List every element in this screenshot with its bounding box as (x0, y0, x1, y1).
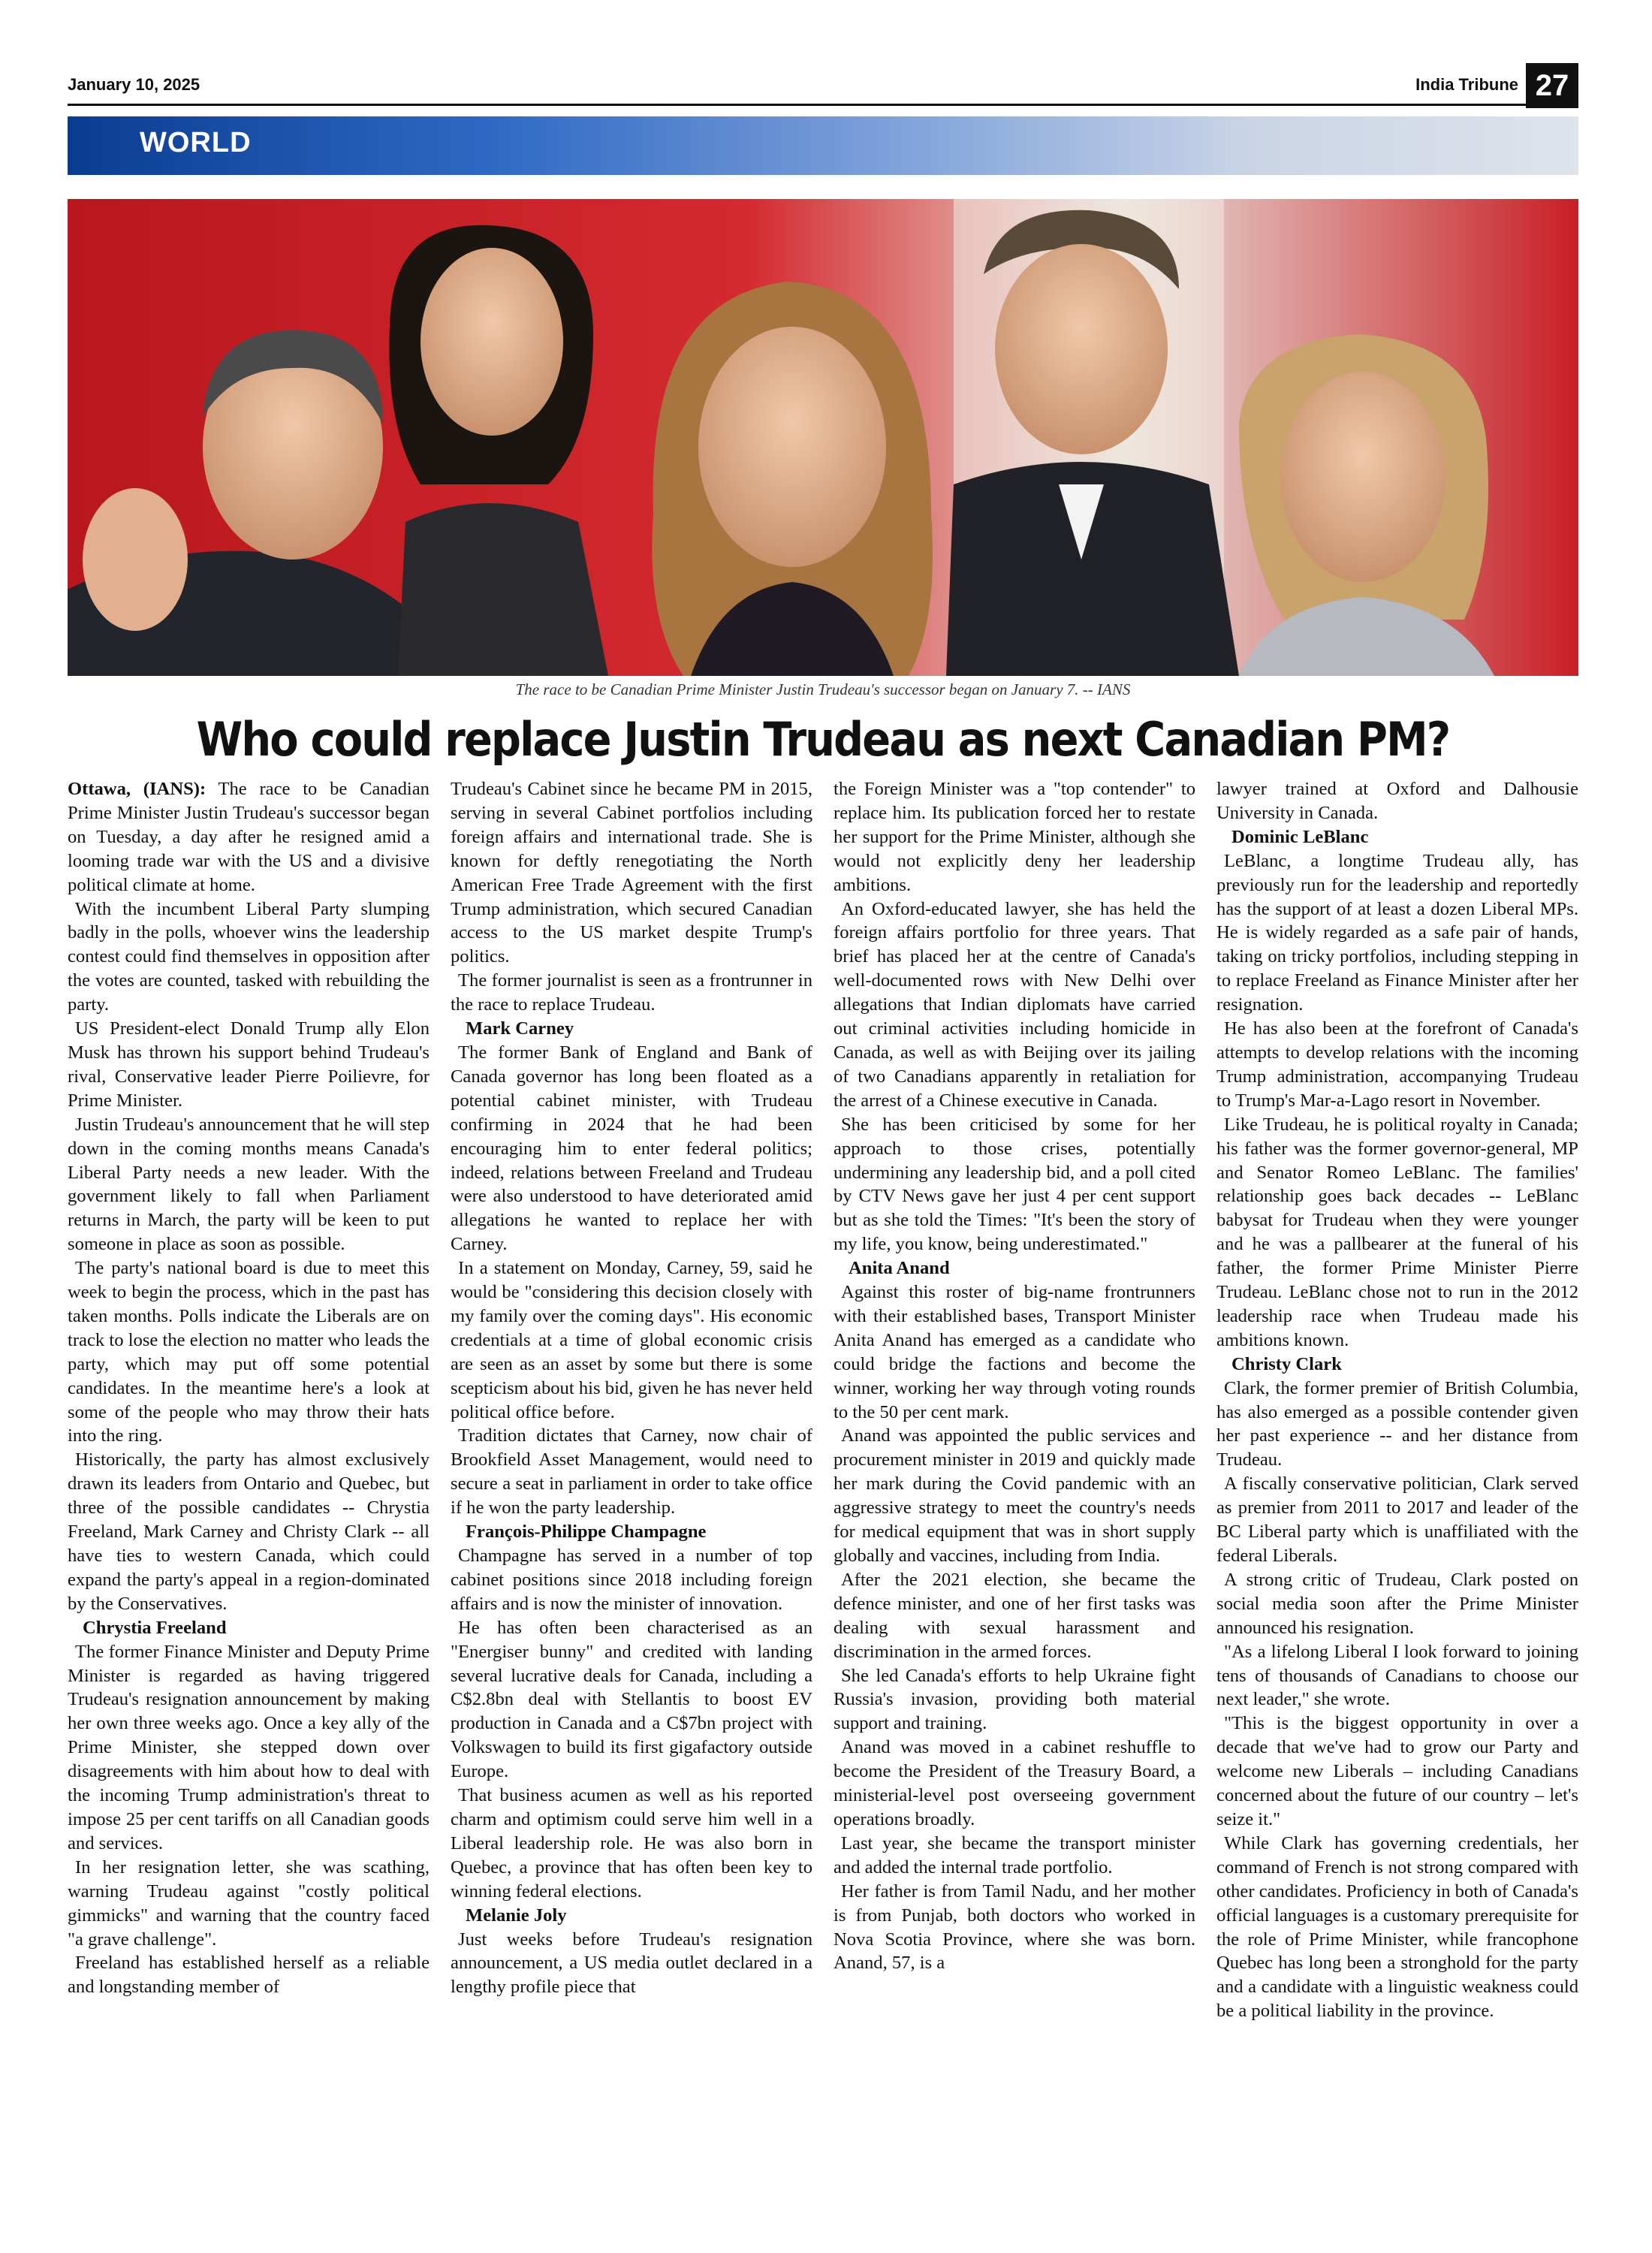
paragraph: Just weeks before Trudeau's resignation announcement, a US media outlet declared in a lengthy profile piece that (451, 1929, 812, 1998)
article-column-1 (68, 777, 430, 2227)
photo-caption: The race to be Canadian Prime Minister Justin Trudeau's successor began on January 7. -- IANS (515, 680, 1131, 698)
article-column-4 (1216, 777, 1578, 2227)
paragraph: Freeland has established herself as a reliable and longstanding member of (68, 1953, 430, 1998)
paragraph: With the incumbent Liberal Party slumping badly in the polls, whoever wins the leadership contest could find themselves in opposition after the votes are counted, tasked with rebuilding the party. (68, 898, 430, 1015)
paragraph: He has often been characterised as an "Energiser bunny" and credited with landing several lucrative deals for Canada, including a C$2.8bn deal with Stellantis to boost EV production in Canada and a C$7bn project with Volkswagen to build its first gigafactory outside Europe. (451, 1617, 812, 1782)
paragraph: "This is the biggest opportunity in over a decade that we've had to grow our Party and welcome new Liberals – including Canadians concerned about the future of our country – let's seize it." (1216, 1713, 1578, 1829)
paragraph-text: The race to be Canadian Prime Minister Justin Trudeau's successor began on Tuesday, a day after he resigned amid a looming trade war with the US and a divisive political climate at home. (68, 779, 430, 895)
paragraph: "As a lifelong Liberal I look forward to joining tens of thousands of Canadians to choose our next leader," she wrote. (1216, 1641, 1578, 1710)
article-headline: Who could replace Justin Trudeau as next Canadian PM? (196, 712, 1450, 767)
paragraph: He has also been at the forefront of Canada's attempts to develop relations with the incoming Trump administration, accompanying Trudeau to Trump's Mar-a-Lago resort in November. (1216, 1018, 1578, 1111)
paragraph: Clark, the former premier of British Columbia, has also emerged as a possible contender given her past experience -- and her distance from Trudeau. (1216, 1377, 1578, 1470)
paragraph: That business acumen as well as his reported charm and optimism could serve him well in a Liberal leadership role. He was also born in Quebec, a province that has often been key to winning federal elections. (451, 1785, 812, 1902)
paragraph: Against this roster of big-name frontrunners with their established bases, Transport Minister Anita Anand has emerged as a candidate who could bridge the factions and become the winner, working her way through voting rounds to the 50 per cent mark. (834, 1282, 1195, 1422)
paragraph: In a statement on Monday, Carney, 59, said he would be "considering this decision closely with my family over the coming days". His economic credentials at a time of global economic crisis are seen as an asset by some but there is some scepticism about his bid, given he has never held political office before. (451, 1258, 812, 1422)
paragraph: Last year, she became the transport minister and added the internal trade portfolio. (834, 1832, 1195, 1878)
paragraph: A fiscally conservative politician, Clark served as premier from 2011 to 2017 and leader of the BC Liberal party which is unaffiliated with the federal Liberals. (1216, 1473, 1578, 1566)
paragraph: lawyer trained at Oxford and Dalhousie University in Canada. (1216, 779, 1578, 823)
masthead-rule (68, 104, 1578, 106)
paragraph: the Foreign Minister was a "top contender" to replace him. Its publication forced her to restate her support for the Prime Minister, although she would not explicitly deny her leadership ambitions. (834, 779, 1195, 895)
paragraph: Tradition dictates that Carney, now chair of Brookfield Asset Management, would need to secure a seat in parliament in order to take office if he won the party leadership. (451, 1425, 812, 1519)
article-column-3 (834, 777, 1195, 2227)
article-column-2 (451, 777, 812, 2227)
paragraph: US President-elect Donald Trump ally Elon Musk has thrown his support behind Trudeau's rival, Conservative leader Pierre Poilievre, for Prime Minister. (68, 1018, 430, 1111)
paragraph: Like Trudeau, he is political royalty in Canada; his father was the former governor-general, MP and Senator Romeo LeBlanc. The families' relationship goes back decades -- LeBlanc babysat for Trudeau when they were younger and he was a pallbearer at the funeral of his father, the former Prime Minister Pierre Trudeau. LeBlanc chose not to run in the 2012 leadership race when Trudeau made his ambitions known. (1216, 1114, 1578, 1350)
paragraph: Anand was appointed the public services and procurement minister in 2019 and quickly made her mark during the Covid pandemic with an aggressive strategy to meet the country's needs for medical equipment that was in short supply globally and vaccines, including from India. (834, 1425, 1195, 1566)
paragraph: The former Finance Minister and Deputy Prime Minister is regarded as having triggered Trudeau's resignation announcement by making her own three weeks ago. Once a key ally of the Prime Minister, she stepped down over disagreements with him about how to deal with the incoming Trump administration's threat to impose 25 per cent tariffs on all Canadian goods and services. (68, 1641, 430, 1853)
paragraph: The party's national board is due to meet this week to begin the process, which in the past has taken months. Polls indicate the Liberals are on track to lose the election no matter who leads the party, which may put off some potential candidates. In the meantime here's a look at some of the people who may throw their hats into the ring. (68, 1258, 430, 1446)
paragraph: Champagne has served in a number of top cabinet positions since 2018 including foreign affairs and is now the minister of innovation. (451, 1546, 812, 1614)
subhead: Dominic LeBlanc (1231, 826, 1369, 847)
publication-name: India Tribune (1415, 75, 1518, 94)
section-bar (68, 116, 1578, 175)
paragraph: She has been criticised by some for her approach to those crises, potentially undermining any leadership bid, and a poll cited by CTV News gave her just 4 per cent support but as she told the Times: "It's been the story of my life, you know, being underestimated." (834, 1114, 1195, 1255)
paragraph: An Oxford-educated lawyer, she has held the foreign affairs portfolio for three years. That brief has placed her at the centre of Canada's well-documented rows with New Delhi over allegations that Indian diplomats have carried out criminal activities including homicide in Canada, as well as with Beijing over its jailing of two Canadians apparently in retaliation for the arrest of a Chinese executive in Canada. (834, 898, 1195, 1111)
paragraph: After the 2021 election, she became the defence minister, and one of her first tasks was dealing with sexual harassment and discrimination in the armed forces. (834, 1569, 1195, 1662)
paragraph: The former journalist is seen as a frontrunner in the race to replace Trudeau. (451, 970, 812, 1015)
paragraph: Anand was moved in a cabinet reshuffle to become the President of the Treasury Board, a ministerial-level post overseeing government operations broadly. (834, 1737, 1195, 1829)
paragraph (68, 777, 430, 897)
lead-photo-illustration (68, 199, 1578, 676)
paragraph: The former Bank of England and Bank of Canada governor has long been floated as a potential cabinet minister, with Trudeau confirming in 2024 that he had been encouraging him to enter federal politics; indeed, relations between Freeland and Trudeau were also understood to have deteriorated amid allegations he wanted to replace her with Carney. (451, 1042, 812, 1255)
subhead: Chrystia Freeland (83, 1617, 227, 1638)
paragraph: In her resignation letter, she was scathing, warning Trudeau against "costly political gimmicks" and warning that the country faced "a grave challenge". (68, 1856, 430, 1950)
photo-person-3 (652, 282, 933, 676)
section-label: WORLD (140, 127, 252, 158)
paragraph: Justin Trudeau's announcement that he will step down in the coming months means Canada's Liberal Party needs a new leader. With the government likely to fall when Parliament returns in March, the party will be keen to put someone in place as soon as possible. (68, 1114, 430, 1255)
page-number: 27 (1526, 63, 1578, 108)
dateline: Ottawa, (IANS): (68, 779, 206, 799)
subhead: François-Philippe Champagne (466, 1522, 707, 1543)
paragraph: Trudeau's Cabinet since he became PM in 2015, serving in several Cabinet portfolios including foreign affairs and international trade. She is known for deftly renegotiating the North American Free Trade Agreement with the first Trump administration, which secured Canadian access to the US market despite Trump's politics. (451, 779, 812, 967)
subhead: Christy Clark (1231, 1353, 1342, 1374)
subhead: Anita Anand (849, 1258, 950, 1279)
article-body (68, 777, 1578, 2227)
issue-date: January 10, 2025 (68, 75, 200, 94)
paragraph: LeBlanc, a longtime Trudeau ally, has previously run for the leadership and reportedly has the support of at least a dozen Liberal MPs. He is widely regarded as a safe pair of hands, taking on tricky portfolios, including stepping in to replace Freeland as Finance Minister after her resignation. (1216, 850, 1578, 1015)
masthead (0, 0, 1652, 113)
paragraph: Historically, the party has almost exclusively drawn its leaders from Ontario and Quebec, but three of the possible candidates -- Chrystia Freeland, Mark Carney and Christy Clark -- all have ties to western Canada, which could expand the party's appeal in a region-dominated by the Conservatives. (68, 1449, 430, 1614)
paragraph: A strong critic of Trudeau, Clark posted on social media soon after the Prime Minister announced his resignation. (1216, 1569, 1578, 1638)
paragraph: While Clark has governing credentials, her command of French is not strong compared with other candidates. Proficiency in both of Canada's official languages is a customary prerequisite for the role of Prime Minister, while francophone Quebec has long been a stronghold for the party and a candidate with a linguistic weakness could be a political liability in the province. (1216, 1832, 1578, 2022)
subhead: Mark Carney (466, 1018, 574, 1039)
paragraph: Her father is from Tamil Nadu, and her mother is from Punjab, both doctors who worked in Nova Scotia Province, where she was born. Anand, 57, is a (834, 1881, 1195, 1974)
lead-photo (68, 199, 1578, 676)
subhead: Melanie Joly (466, 1905, 567, 1926)
paragraph: She led Canada's efforts to help Ukraine fight Russia's invasion, providing both material support and training. (834, 1665, 1195, 1734)
